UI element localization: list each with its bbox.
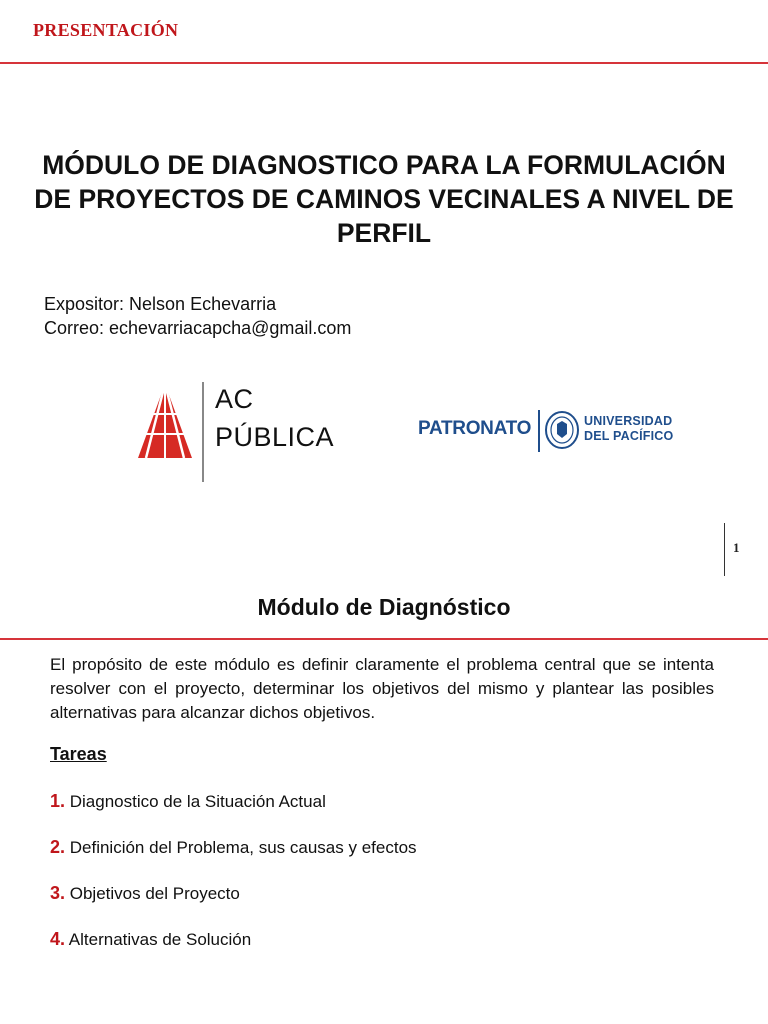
ac-logo-line-2: PÚBLICA	[215, 422, 335, 452]
ac-publica-logo	[138, 380, 335, 484]
task-item	[50, 791, 326, 812]
ac-publica-emblem-icon	[138, 384, 192, 458]
task-number: 3.	[50, 883, 66, 903]
task-item	[50, 837, 417, 858]
title-line-2: DE PROYECTOS DE CAMINOS VECINALES A NIVEL DE	[34, 184, 734, 214]
task-number: 4.	[50, 929, 66, 949]
title-line-1: MÓDULO DE DIAGNOSTICO PARA LA FORMULACIÓN	[42, 150, 726, 180]
module-title-rule	[0, 638, 768, 640]
ac-logo-text	[215, 380, 334, 456]
task-number: 2.	[50, 837, 66, 857]
up-logo-bar	[538, 410, 540, 452]
title-line-3: PERFIL	[336, 218, 432, 248]
task-text: Objetivos del Proyecto	[65, 884, 240, 903]
ac-logo-line-1: AC	[215, 384, 254, 414]
task-item	[50, 883, 240, 904]
patronato-text: PATRONATO	[418, 418, 532, 439]
university-name	[584, 414, 673, 444]
task-item	[50, 929, 251, 950]
ac-logo-divider	[202, 382, 204, 482]
university-seal-icon	[544, 410, 580, 450]
page-number-bar	[724, 523, 725, 576]
task-text: Alternativas de Solución	[65, 930, 252, 949]
header-rule	[0, 62, 768, 64]
university-name-line-1: UNIVERSIDAD	[584, 414, 673, 428]
patronato-up-logo	[418, 406, 678, 458]
module-title: Módulo de Diagnóstico	[257, 594, 511, 620]
module-description: El propósito de este módulo es definir claramente el problema central que se intenta resolver con el proyecto, determinar los objetivos del mismo y plantear las posibles alternativas para alcanzar dichos objetivos.	[50, 655, 714, 722]
task-text: Definición del Problema, sus causas y efectos	[65, 838, 417, 857]
expositor-text: Expositor: Nelson Echevarria	[44, 294, 277, 314]
section-label: PRESENTACIÓN	[33, 20, 179, 40]
presentation-title	[20, 148, 748, 250]
correo-text: Correo: echevarriacapcha@gmail.com	[44, 318, 352, 338]
task-number: 1.	[50, 791, 66, 811]
tareas-heading: Tareas	[50, 744, 107, 764]
page-number: 1	[733, 540, 740, 555]
task-text: Diagnostico de la Situación Actual	[65, 792, 326, 811]
university-name-line-2: DEL PACÍFICO	[584, 429, 674, 443]
